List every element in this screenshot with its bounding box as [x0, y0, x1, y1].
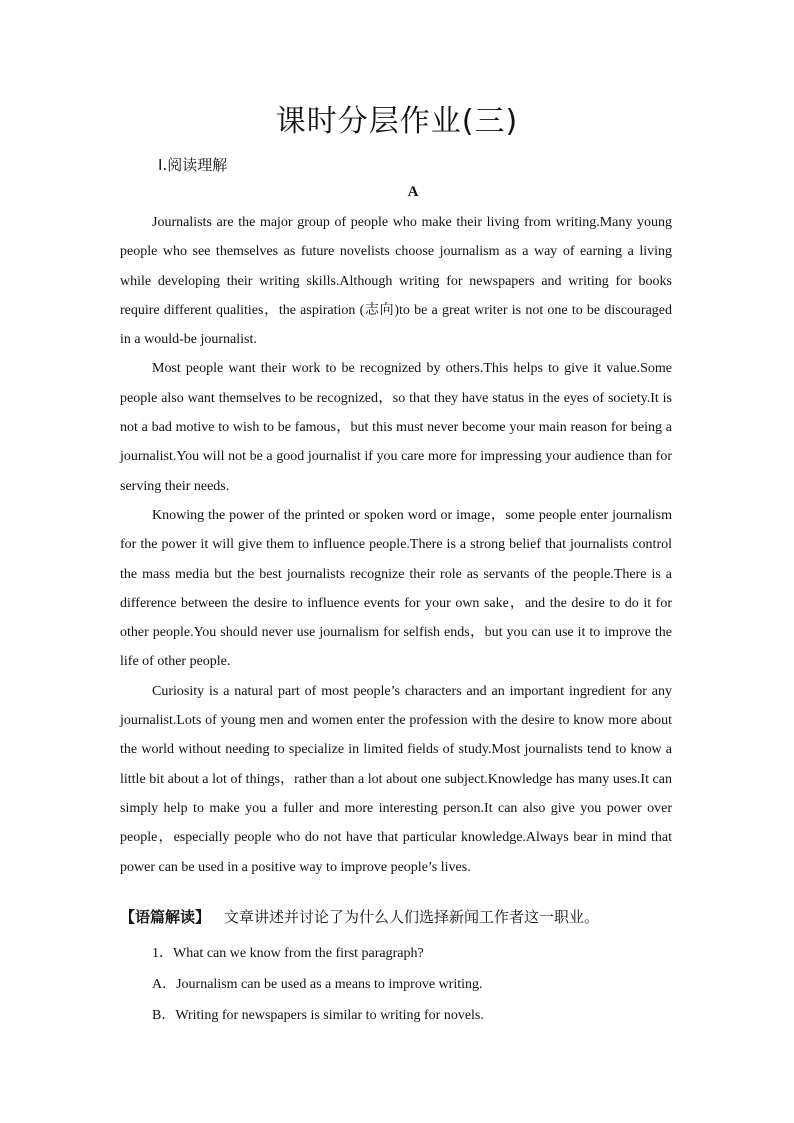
- question-option-a: A．Journalism can be used as a means to improve writing.: [152, 977, 483, 992]
- passage-label: A: [407, 184, 419, 200]
- paragraph-3: Knowing the power of the printed or spoken word or image，some people enter journalism for the power it will give them to influence people.There is a strong belief that journalists control the mass media but the best journalists recognize their role as servants of the people.There is a difference between the desire to influence events for your own sake，and the desire to do it for other people.You should never use journalism for selfish ends，but you can use it to improve the life of other people.: [120, 507, 672, 670]
- paragraph-4: Curiosity is a natural part of most people’s characters and an important ingredient for any journalist.Lots of young men and women enter the profession with the desire to know more about the world without needing to specialize in limited fields of study.Most journalists tend to know a little bit about a lot of things，rather than a lot about one subject.Knowledge has many uses.It can simply help to make you a fuller and more interesting person.It can also give you power over people，especially people who do not have that particular knowledge.Always bear in mind that power can be used in a positive way to improve people’s lives.: [120, 683, 672, 875]
- question-stem: 1．What can we know from the first paragraph?: [152, 946, 424, 961]
- passage-body: [120, 208, 672, 882]
- question-option-b: B．Writing for newspapers is similar to writing for novels.: [152, 1008, 484, 1023]
- reading-note-tag: 【语篇解读】: [120, 908, 211, 926]
- paragraph-2: Most people want their work to be recognized by others.This helps to give it value.Some people also want themselves to be recognized，so that they have status in the eyes of society.It is not a bad motive to wish to be famous，but this must never become your main reason for being a journalist.You will not be a good journalist if you care more for impressing your audience than for serving their needs.: [120, 361, 672, 494]
- reading-note-text: 文章讲述并讨论了为什么人们选择新闻工作者这一职业。: [224, 908, 600, 926]
- section-heading: Ⅰ.阅读理解: [158, 156, 228, 174]
- reading-note: [120, 906, 720, 927]
- page-title: 课时分层作业(三): [275, 104, 519, 139]
- paragraph-1: Journalists are the major group of people who make their living from writing.Many young people who see themselves as future novelists choose journalism as a way of earning a living while developing their writing skills.Although writing for newspapers and writing for books require different qualities，the aspiration (志向)to be a great writer is not one to be discouraged in a would-be journalist.: [120, 215, 672, 348]
